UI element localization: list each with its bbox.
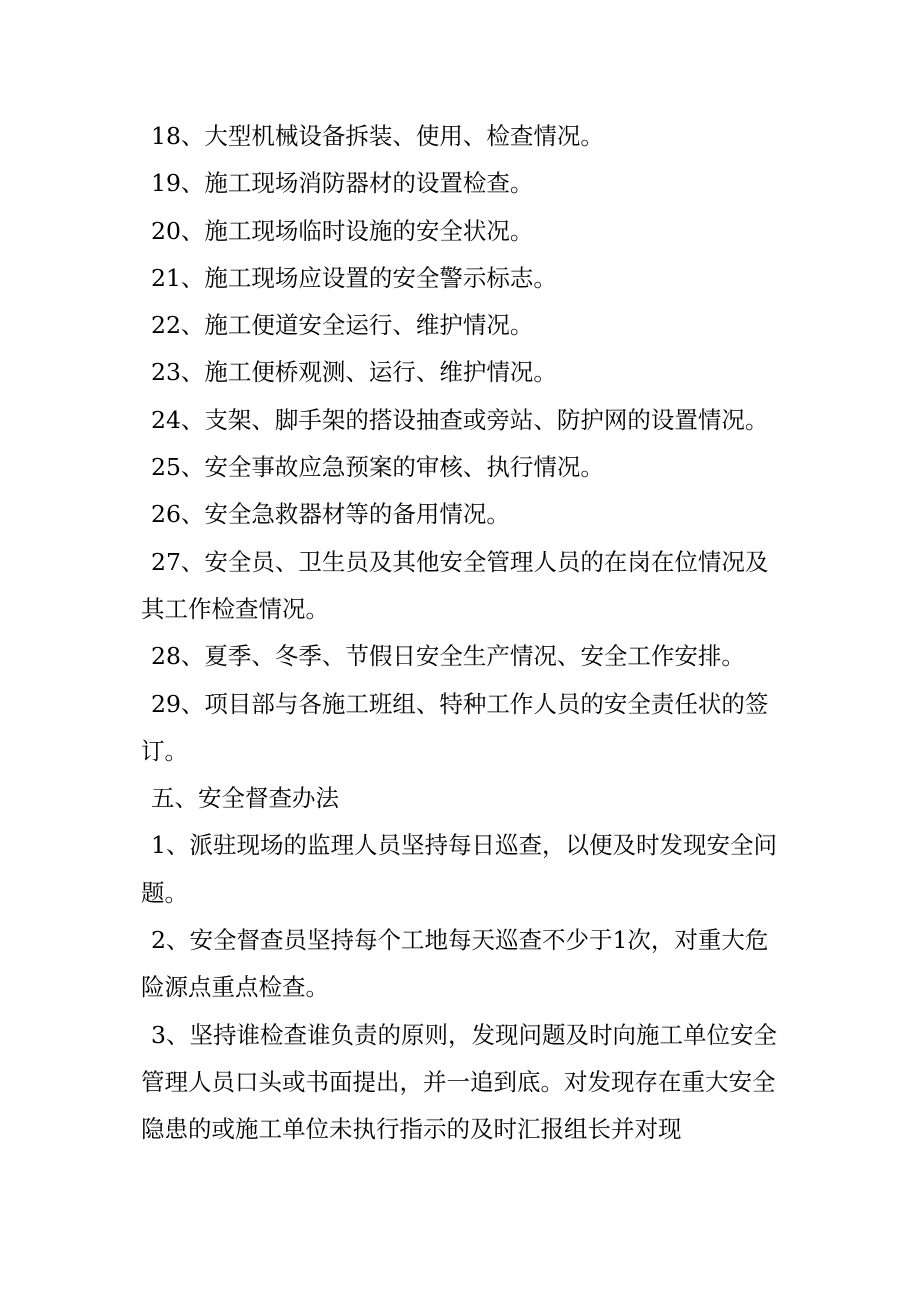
item-25: 25、安全事故应急预案的审核、执行情况。 [151, 453, 604, 482]
item-26: 26、安全急救器材等的备用情况。 [151, 500, 510, 529]
item-18: 18、大型机械设备拆装、使用、检查情况。 [151, 122, 604, 150]
item-23: 23、施工便桥观测、运行、维护情况。 [151, 358, 557, 387]
method-3: 3、坚持谁检查谁负责的原则，发现问题及时向施工单位安全管理人员口头或书面提出，并一追到底。对发现存在重大安全隐患的或施工单位未执行指示的及时汇报组长并对现 [141, 1020, 777, 1144]
item-22: 22、施工便道安全运行、维护情况。 [151, 311, 534, 340]
item-29: 29、项目部与各施工班组、特种工作人员的安全责任状的签订。 [141, 689, 769, 765]
item-19: 19、施工现场消防器材的设置检查。 [151, 169, 534, 198]
item-24: 24、支架、脚手架的搭设抽查或旁站、防护网的设置情况。 [151, 405, 769, 434]
method-1: 1、派驻现场的监理人员坚持每日巡查，以便及时发现安全问题。 [141, 831, 777, 907]
item-20: 20、施工现场临时设施的安全状况。 [151, 216, 534, 245]
method-2: 2、安全督查员坚持每个工地每天巡查不少于1次，对重大危险源点重点检查。 [141, 926, 769, 1002]
item-27: 27、安全员、卫生员及其他安全管理人员的在岗在位情况及其工作检查情况。 [141, 547, 769, 623]
item-21: 21、施工现场应设置的安全警示标志。 [151, 263, 557, 292]
item-28: 28、夏季、冬季、节假日安全生产情况、安全工作安排。 [151, 642, 745, 671]
section-heading-5: 五、安全督查办法 [151, 784, 339, 813]
document-body [141, 113, 791, 1154]
